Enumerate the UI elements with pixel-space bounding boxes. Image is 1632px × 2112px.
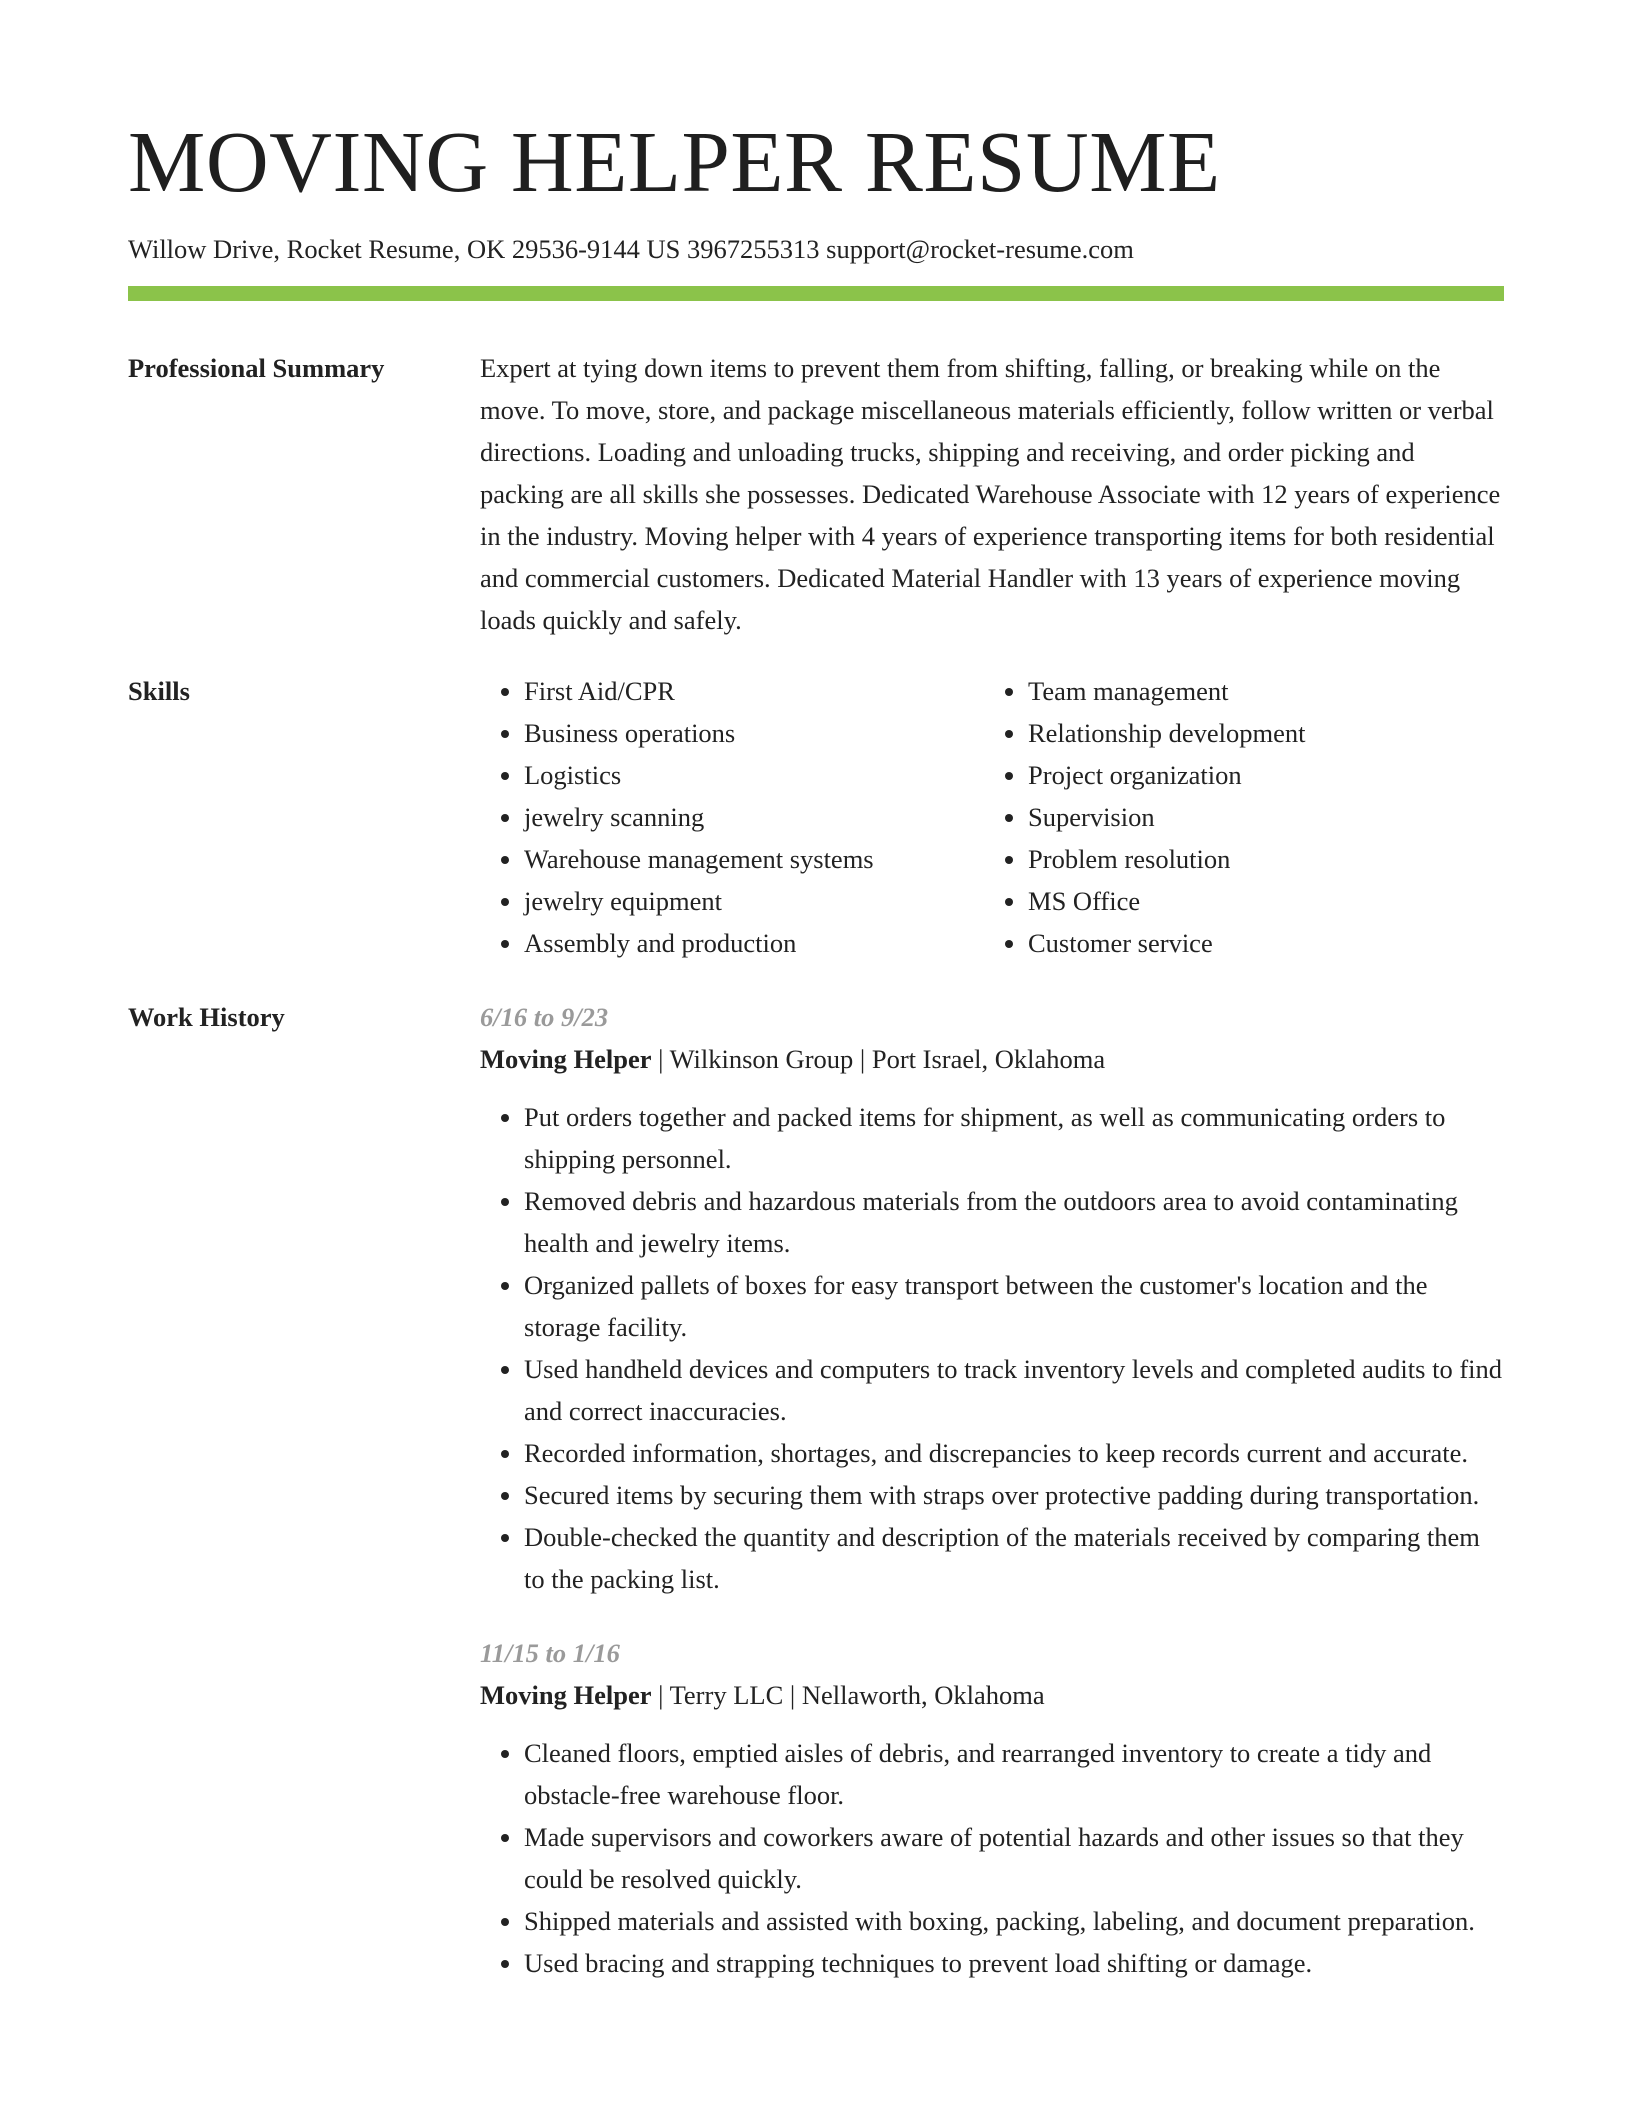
job-location: Nellaworth, Oklahoma bbox=[801, 1680, 1045, 1710]
skill-item: • jewelry scanning bbox=[524, 796, 984, 838]
skill-item: • Supervision bbox=[1028, 796, 1488, 838]
job-duty-item: • Secured items by securing them with straps over protective padding during transportation. bbox=[524, 1474, 1504, 1516]
job-duty-item: • Made supervisors and coworkers aware of potential hazards and other issues so that they could be resolved quickly. bbox=[524, 1816, 1504, 1900]
job-separator: | bbox=[651, 1680, 670, 1710]
job-duty-item: • Recorded information, shortages, and discrepancies to keep records current and accurate. bbox=[524, 1432, 1504, 1474]
summary-heading: Professional Summary bbox=[128, 353, 385, 383]
resume-title: MOVING HELPER RESUME bbox=[128, 113, 1221, 210]
skill-item: • Assembly and production bbox=[524, 922, 984, 964]
skills-list-right bbox=[984, 670, 1488, 964]
contact-line: Willow Drive, Rocket Resume, OK 29536-9144 US 3967255313 support@rocket-resume.com bbox=[128, 234, 1134, 264]
summary-body bbox=[480, 347, 1504, 641]
job-duties-list bbox=[480, 1732, 1504, 1984]
job-duty-item: • Shipped materials and assisted with boxing, packing, labeling, and document preparation. bbox=[524, 1900, 1504, 1942]
skills-column-right bbox=[984, 670, 1488, 964]
job-dates: 11/15 to 1/16 bbox=[480, 1638, 620, 1668]
skill-item: • Project organization bbox=[1028, 754, 1488, 796]
skill-item: • Team management bbox=[1028, 670, 1488, 712]
skill-item: • Problem resolution bbox=[1028, 838, 1488, 880]
job-separator: | bbox=[651, 1044, 670, 1074]
job-title-line bbox=[480, 1038, 1504, 1080]
skills-heading: Skills bbox=[128, 676, 190, 706]
job-duty-item: • Used handheld devices and computers to track inventory levels and completed audits to find and correct inaccuracies. bbox=[524, 1348, 1504, 1432]
job-separator: | bbox=[783, 1680, 802, 1710]
job-title: Moving Helper bbox=[480, 1044, 652, 1074]
job-entry bbox=[480, 996, 1504, 1600]
skills-body bbox=[480, 670, 1504, 964]
skill-item: • Logistics bbox=[524, 754, 984, 796]
job-duty-item: • Removed debris and hazardous materials from the outdoors area to avoid contaminating health and jewelry items. bbox=[524, 1180, 1504, 1264]
skill-item: • Relationship development bbox=[1028, 712, 1488, 754]
job-title-line bbox=[480, 1674, 1504, 1716]
job-duty-item: • Double-checked the quantity and description of the materials received by comparing them to the packing list. bbox=[524, 1516, 1504, 1600]
work-history-heading: Work History bbox=[128, 1002, 285, 1032]
skill-item: • Warehouse management systems bbox=[524, 838, 984, 880]
skill-item: • jewelry equipment bbox=[524, 880, 984, 922]
job-company: Wilkinson Group bbox=[669, 1044, 854, 1074]
skills-column-left bbox=[480, 670, 984, 964]
job-duty-item: • Put orders together and packed items for shipment, as well as communicating orders to shipping personnel. bbox=[524, 1096, 1504, 1180]
job-dates: 6/16 to 9/23 bbox=[480, 1002, 609, 1032]
skill-item: • First Aid/CPR bbox=[524, 670, 984, 712]
work-history-body bbox=[480, 996, 1504, 2016]
summary-text: Expert at tying down items to prevent them from shifting, falling, or breaking while on the move. To move, store, and package miscellaneous materials efficiently, follow written or verbal directions. Loading and unloading trucks, shipping and receiving, and order picking and packing are all skills she possesses. Dedicated Warehouse Associate with 12 years of experience in the industry. Moving helper with 4 years of experience transporting items for both residential and commercial customers. Dedicated Material Handler with 13 years of experience moving loads quickly and safely. bbox=[480, 353, 1501, 635]
job-duty-item: • Cleaned floors, emptied aisles of debris, and rearranged inventory to create a tidy and obstacle-free warehouse floor. bbox=[524, 1732, 1504, 1816]
job-entry bbox=[480, 1632, 1504, 1984]
skill-item: • Business operations bbox=[524, 712, 984, 754]
job-duty-item: • Organized pallets of boxes for easy transport between the customer's location and the storage facility. bbox=[524, 1264, 1504, 1348]
job-duties-list bbox=[480, 1096, 1504, 1600]
skills-list-left bbox=[480, 670, 984, 964]
job-company: Terry LLC bbox=[669, 1680, 784, 1710]
skill-item: • MS Office bbox=[1028, 880, 1488, 922]
job-separator: | bbox=[853, 1044, 872, 1074]
header-divider bbox=[128, 286, 1504, 301]
job-duty-item: • Used bracing and strapping techniques to prevent load shifting or damage. bbox=[524, 1942, 1504, 1984]
job-location: Port Israel, Oklahoma bbox=[871, 1044, 1106, 1074]
job-title: Moving Helper bbox=[480, 1680, 652, 1710]
skill-item: • Customer service bbox=[1028, 922, 1488, 964]
